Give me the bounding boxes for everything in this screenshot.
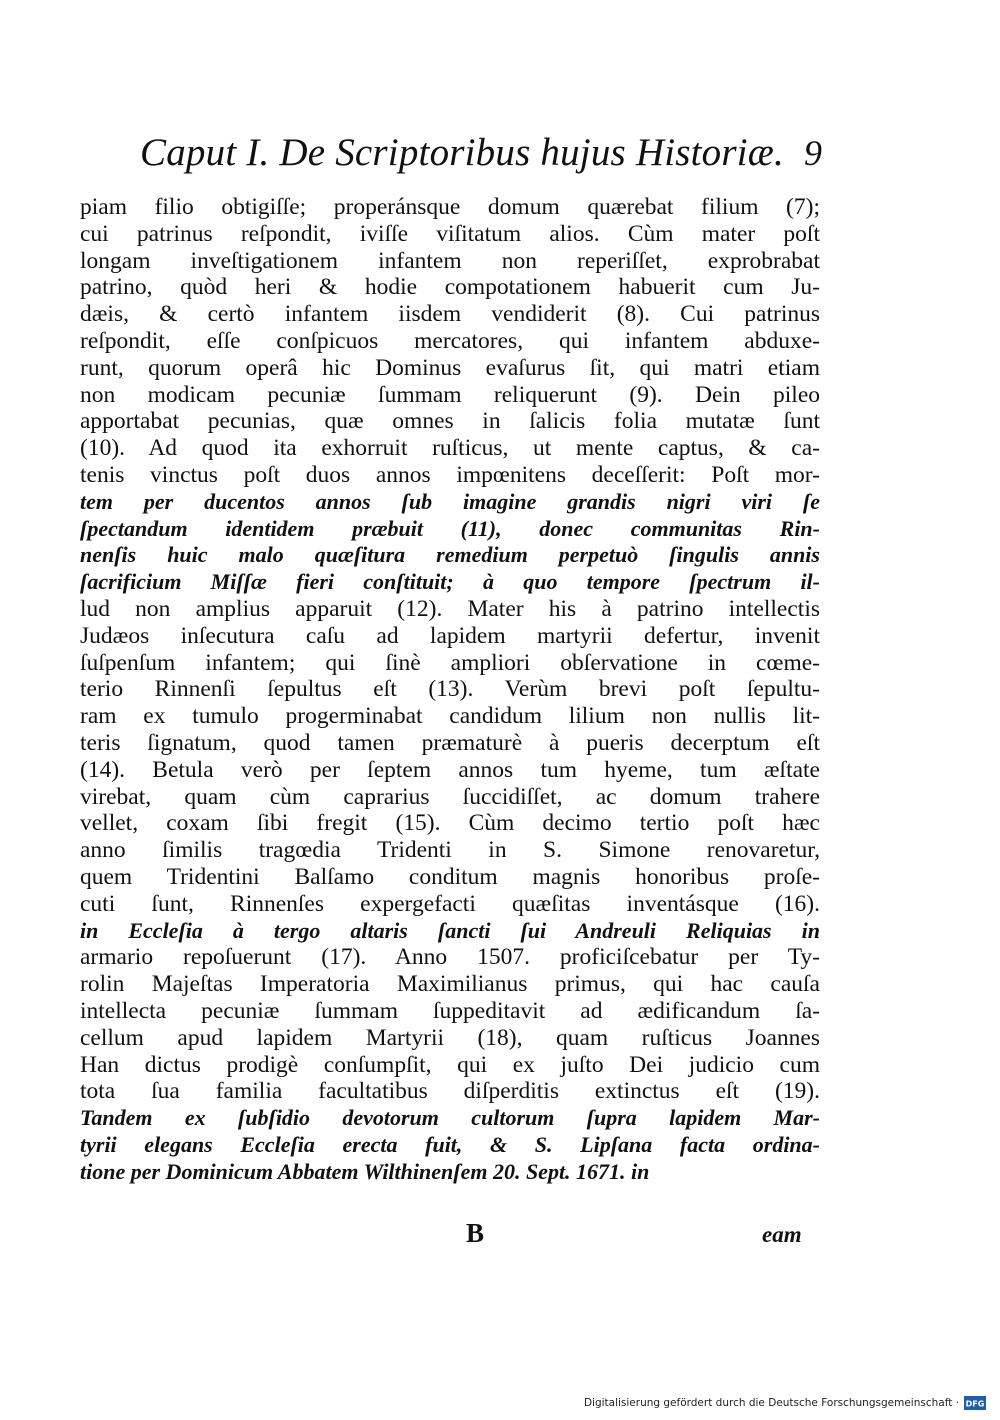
signature-mark: B — [466, 1218, 485, 1248]
text-line: tota ſua familia facultatibus diſperditis extinctus eſt (19). — [80, 1078, 820, 1105]
text-line: non modicam pecuniæ ſummam reliquerunt (9). Dein pileo — [80, 381, 820, 408]
dfg-logo-label: DFG — [965, 1399, 985, 1409]
text-line: ſacrificium Miſſæ fieri conſtituit; à quo tempore ſpectrum il- — [80, 569, 820, 595]
text-line: tenis vinctus poſt duos annos impœnitens deceſſerit: Poſt mor- — [80, 461, 820, 488]
running-head — [140, 130, 830, 180]
text-line: nenſis huic malo quæſitura remedium perpetuò ſingulis annis — [80, 542, 820, 568]
text-line: armario repoſuerunt (17). Anno 1507. proficiſcebatur per Ty- — [80, 944, 820, 971]
text-line: tyrii elegans Eccleſia erecta fuit, & S. Lipſana facta ordina- — [80, 1131, 820, 1157]
text-line: ſpectandum identidem præbuit (11), donec communitas Rin- — [80, 515, 820, 541]
text-line: rolin Majeſtas Imperatoria Maximilianus primus, qui hac cauſa — [80, 971, 820, 998]
text-line: ram ex tumulo progerminabat candidum lilium non nullis lit- — [80, 703, 820, 730]
dfg-logo-icon — [964, 1396, 986, 1410]
body-text — [80, 194, 820, 1185]
text-line: runt, quorum operâ hic Dominus evaſurus ſit, qui matri etiam — [80, 354, 820, 381]
footer-credit — [584, 1396, 986, 1410]
text-line: Tandem ex ſubſidio devotorum cultorum ſupra lapidem Mar- — [80, 1105, 820, 1131]
text-line: intellecta pecuniæ ſummam ſuppeditavit ad ædificandum ſa- — [80, 997, 820, 1024]
catchword: eam — [762, 1222, 802, 1247]
running-title: Caput I. De Scriptoribus hujus Historiæ. — [140, 131, 784, 174]
text-line: cellum apud lapidem Martyrii (18), quam ruſticus Joannes — [80, 1024, 820, 1051]
text-line: vellet, coxam ſibi fregit (15). Cùm decimo tertio poſt hæc — [80, 810, 820, 837]
text-line: piam filio obtigiſſe; properánsque domum quærebat filium (7); — [80, 194, 820, 220]
text-line: virebat, quam cùm caprarius ſuccidiſſet, ac domum trahere — [80, 783, 820, 810]
text-line: apportabat pecunias, quæ omnes in ſalicis folia mutatæ ſunt — [80, 408, 820, 435]
text-line: (14). Betula verò per ſeptem annos tum hyeme, tum æſtate — [80, 756, 820, 783]
text-line: (10). Ad quod ita exhorruit ruſticus, ut mente captus, & ca- — [80, 435, 820, 462]
text-line: quem Tridentini Balſamo conditum magnis honoribus proſe- — [80, 863, 820, 890]
text-line: terio Rinnenſi ſepultus eſt (13). Verùm brevi poſt ſepultu- — [80, 676, 820, 703]
text-line: Judæos inſecutura caſu ad lapidem martyrii defertur, invenit — [80, 622, 820, 649]
text-line: patrino, quòd heri & hodie compotationem habuerit cum Ju- — [80, 274, 820, 301]
text-line: dæis, & certò infantem iisdem vendiderit (8). Cui patrinus — [80, 301, 820, 328]
text-line: teris ſignatum, quod tamen præmaturè à pueris decerptum eſt — [80, 729, 820, 756]
text-line: anno ſimilis tragœdia Tridenti in S. Simone renovaretur, — [80, 837, 820, 864]
text-line: lud non amplius apparuit (12). Mater his à patrino intellectis — [80, 595, 820, 622]
text-line: in Eccleſia à tergo altaris ſancti ſui Andreuli Reliquias in — [80, 917, 820, 943]
text-line: reſpondit, eſſe conſpicuos mercatores, qui infantem abduxe- — [80, 327, 820, 354]
text-line: tione per Dominicum Abbatem Wilthinenſem 20. Sept. 1671. in — [80, 1158, 650, 1184]
text-line: cui patrinus reſpondit, iviſſe viſitatum alios. Cùm mater poſt — [80, 220, 820, 247]
text-line: Han dictus prodigè conſumpſit, qui ex juſto Dei judicio cum — [80, 1051, 820, 1078]
page-number: 9 — [804, 133, 822, 173]
footer-text: Digitalisierung gefördert durch die Deutsche Forschungsgemeinschaft · — [583, 1397, 959, 1409]
text-line: tem per ducentos annos ſub imagine grandis nigri viri ſe — [80, 488, 820, 514]
text-line: cuti ſunt, Rinnenſes expergefacti quæſitas inventásque (16). — [80, 890, 820, 917]
text-line: longam inveſtigationem infantem non reperiſſet, exprobrabat — [80, 247, 820, 274]
text-line: ſuſpenſum infantem; qui ſinè ampliori obſervatione in cœme- — [80, 649, 820, 676]
